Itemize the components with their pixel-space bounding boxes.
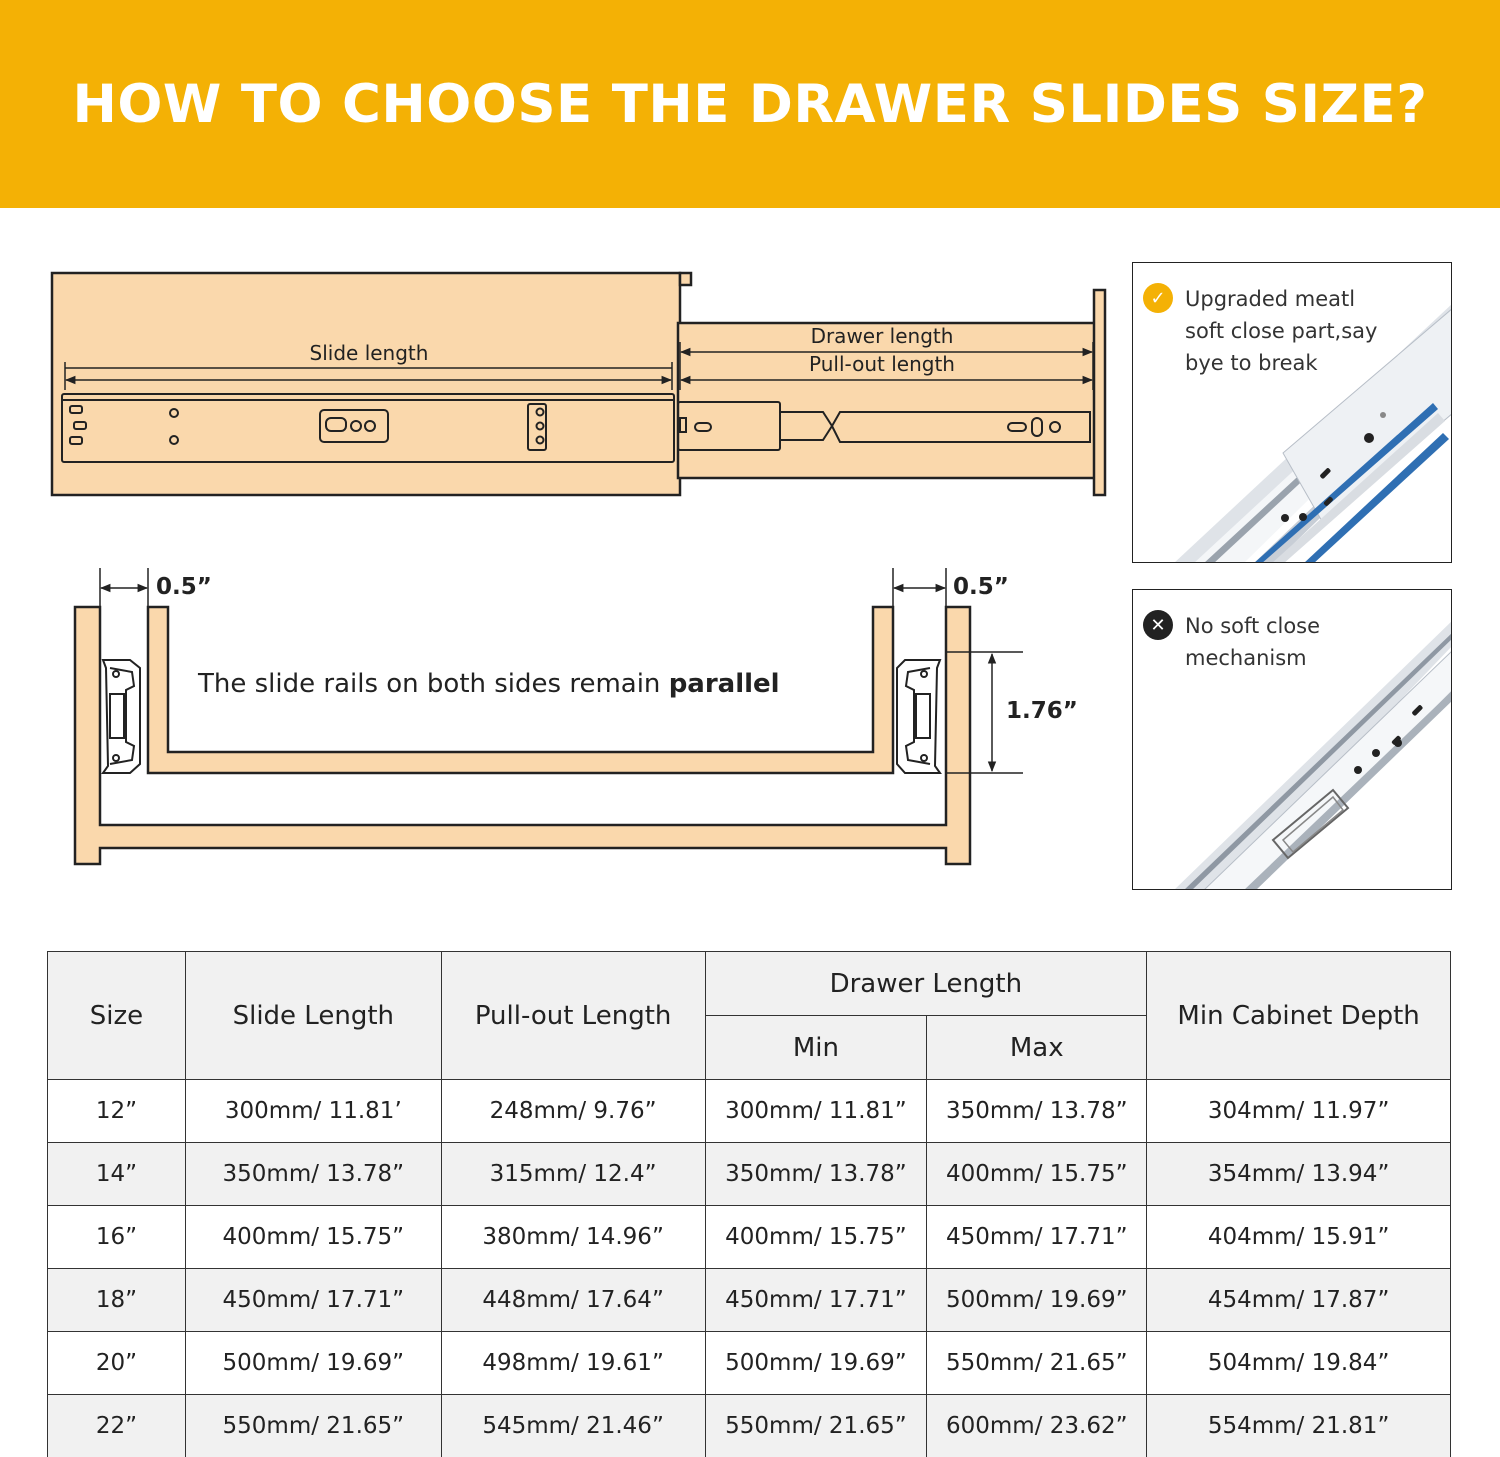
header-size: Size (48, 952, 186, 1080)
cell-pullout-length: 380mm/ 14.96” (441, 1206, 705, 1269)
no-soft-close-line-2: mechanism (1185, 646, 1307, 670)
cell-pullout-length: 315mm/ 12.4” (441, 1143, 705, 1206)
cell-pullout-length: 448mm/ 17.64” (441, 1269, 705, 1332)
cell-drawer-min: 400mm/ 15.75” (705, 1206, 927, 1269)
cell-size: 22” (48, 1395, 186, 1457)
cell-slide-length: 300mm/ 11.81’ (185, 1080, 441, 1143)
gap-right-label: 0.5” (953, 574, 1009, 600)
header-drawer-max: Max (927, 1016, 1147, 1080)
check-icon: ✓ (1143, 283, 1173, 313)
header-pullout-length: Pull-out Length (441, 952, 705, 1080)
no-soft-close-card (1132, 589, 1452, 890)
slide-length-label: Slide length (309, 341, 429, 365)
soft-close-text (1185, 283, 1425, 379)
cross-icon: ✕ (1143, 610, 1173, 640)
cell-size: 16” (48, 1206, 186, 1269)
soft-close-line-3: bye to break (1185, 351, 1318, 375)
pullout-length-label: Pull-out length (809, 352, 955, 376)
drawer-front (1094, 290, 1105, 495)
header-drawer-length: Drawer Length (705, 952, 1147, 1016)
cell-cabinet-depth: 404mm/ 15.91” (1147, 1206, 1451, 1269)
soft-close-line-1: Upgraded meatl (1185, 287, 1356, 311)
cell-slide-length: 500mm/ 19.69” (185, 1332, 441, 1395)
table-row (48, 1143, 1451, 1206)
cell-cabinet-depth: 454mm/ 17.87” (1147, 1269, 1451, 1332)
slide-diagram (0, 210, 1120, 910)
cell-drawer-max: 550mm/ 21.65” (927, 1332, 1147, 1395)
cell-drawer-max: 450mm/ 17.71” (927, 1206, 1147, 1269)
cell-pullout-length: 498mm/ 19.61” (441, 1332, 705, 1395)
cell-size: 14” (48, 1143, 186, 1206)
cell-cabinet-depth: 554mm/ 21.81” (1147, 1395, 1451, 1457)
cell-drawer-min: 350mm/ 13.78” (705, 1143, 927, 1206)
soft-close-card (1132, 262, 1452, 563)
cell-drawer-max: 500mm/ 19.69” (927, 1269, 1147, 1332)
left-rail-profile (103, 660, 140, 773)
table-row (48, 1206, 1451, 1269)
cell-drawer-max: 600mm/ 23.62” (927, 1395, 1147, 1457)
cell-drawer-min: 550mm/ 21.65” (705, 1395, 927, 1457)
table-row (48, 1395, 1451, 1457)
cell-size: 12” (48, 1080, 186, 1143)
cell-cabinet-depth: 504mm/ 19.84” (1147, 1332, 1451, 1395)
gap-left-label: 0.5” (156, 574, 212, 600)
cell-cabinet-depth: 354mm/ 13.94” (1147, 1143, 1451, 1206)
cell-drawer-min: 450mm/ 17.71” (705, 1269, 927, 1332)
drawer-length-label: Drawer length (810, 324, 954, 348)
parallel-caption-text: The slide rails on both sides remain (198, 669, 669, 699)
size-spec-table (47, 951, 1451, 1457)
table-row (48, 1332, 1451, 1395)
table-row (48, 1269, 1451, 1332)
header-drawer-min: Min (705, 1016, 927, 1080)
cell-cabinet-depth: 304mm/ 11.97” (1147, 1080, 1451, 1143)
parallel-caption-bold: parallel (668, 669, 780, 699)
cabinet-frame (75, 607, 970, 864)
header-slide-length: Slide Length (185, 952, 441, 1080)
no-soft-close-text (1185, 610, 1425, 674)
cell-slide-length: 450mm/ 17.71” (185, 1269, 441, 1332)
no-soft-close-line-1: No soft close (1185, 614, 1321, 638)
cell-drawer-max: 400mm/ 15.75” (927, 1143, 1147, 1206)
page-title: HOW TO CHOOSE THE DRAWER SLIDES SIZE? (72, 73, 1428, 135)
rail-height-label: 1.76” (1006, 698, 1078, 724)
cell-drawer-max: 350mm/ 13.78” (927, 1080, 1147, 1143)
cell-drawer-min: 300mm/ 11.81” (705, 1080, 927, 1143)
cell-slide-length: 400mm/ 15.75” (185, 1206, 441, 1269)
table-row (48, 1080, 1451, 1143)
header-min-cabinet-depth: Min Cabinet Depth (1147, 952, 1451, 1080)
cell-pullout-length: 248mm/ 9.76” (441, 1080, 705, 1143)
cell-size: 18” (48, 1269, 186, 1332)
right-rail-profile (897, 660, 940, 773)
front-view-diagram (75, 607, 970, 864)
cell-size: 20” (48, 1332, 186, 1395)
cell-pullout-length: 545mm/ 21.46” (441, 1395, 705, 1457)
header-banner (0, 0, 1500, 208)
parallel-caption (197, 669, 780, 699)
soft-close-line-2: soft close part,say (1185, 319, 1378, 343)
cell-drawer-min: 500mm/ 19.69” (705, 1332, 927, 1395)
cell-slide-length: 550mm/ 21.65” (185, 1395, 441, 1457)
cell-slide-length: 350mm/ 13.78” (185, 1143, 441, 1206)
